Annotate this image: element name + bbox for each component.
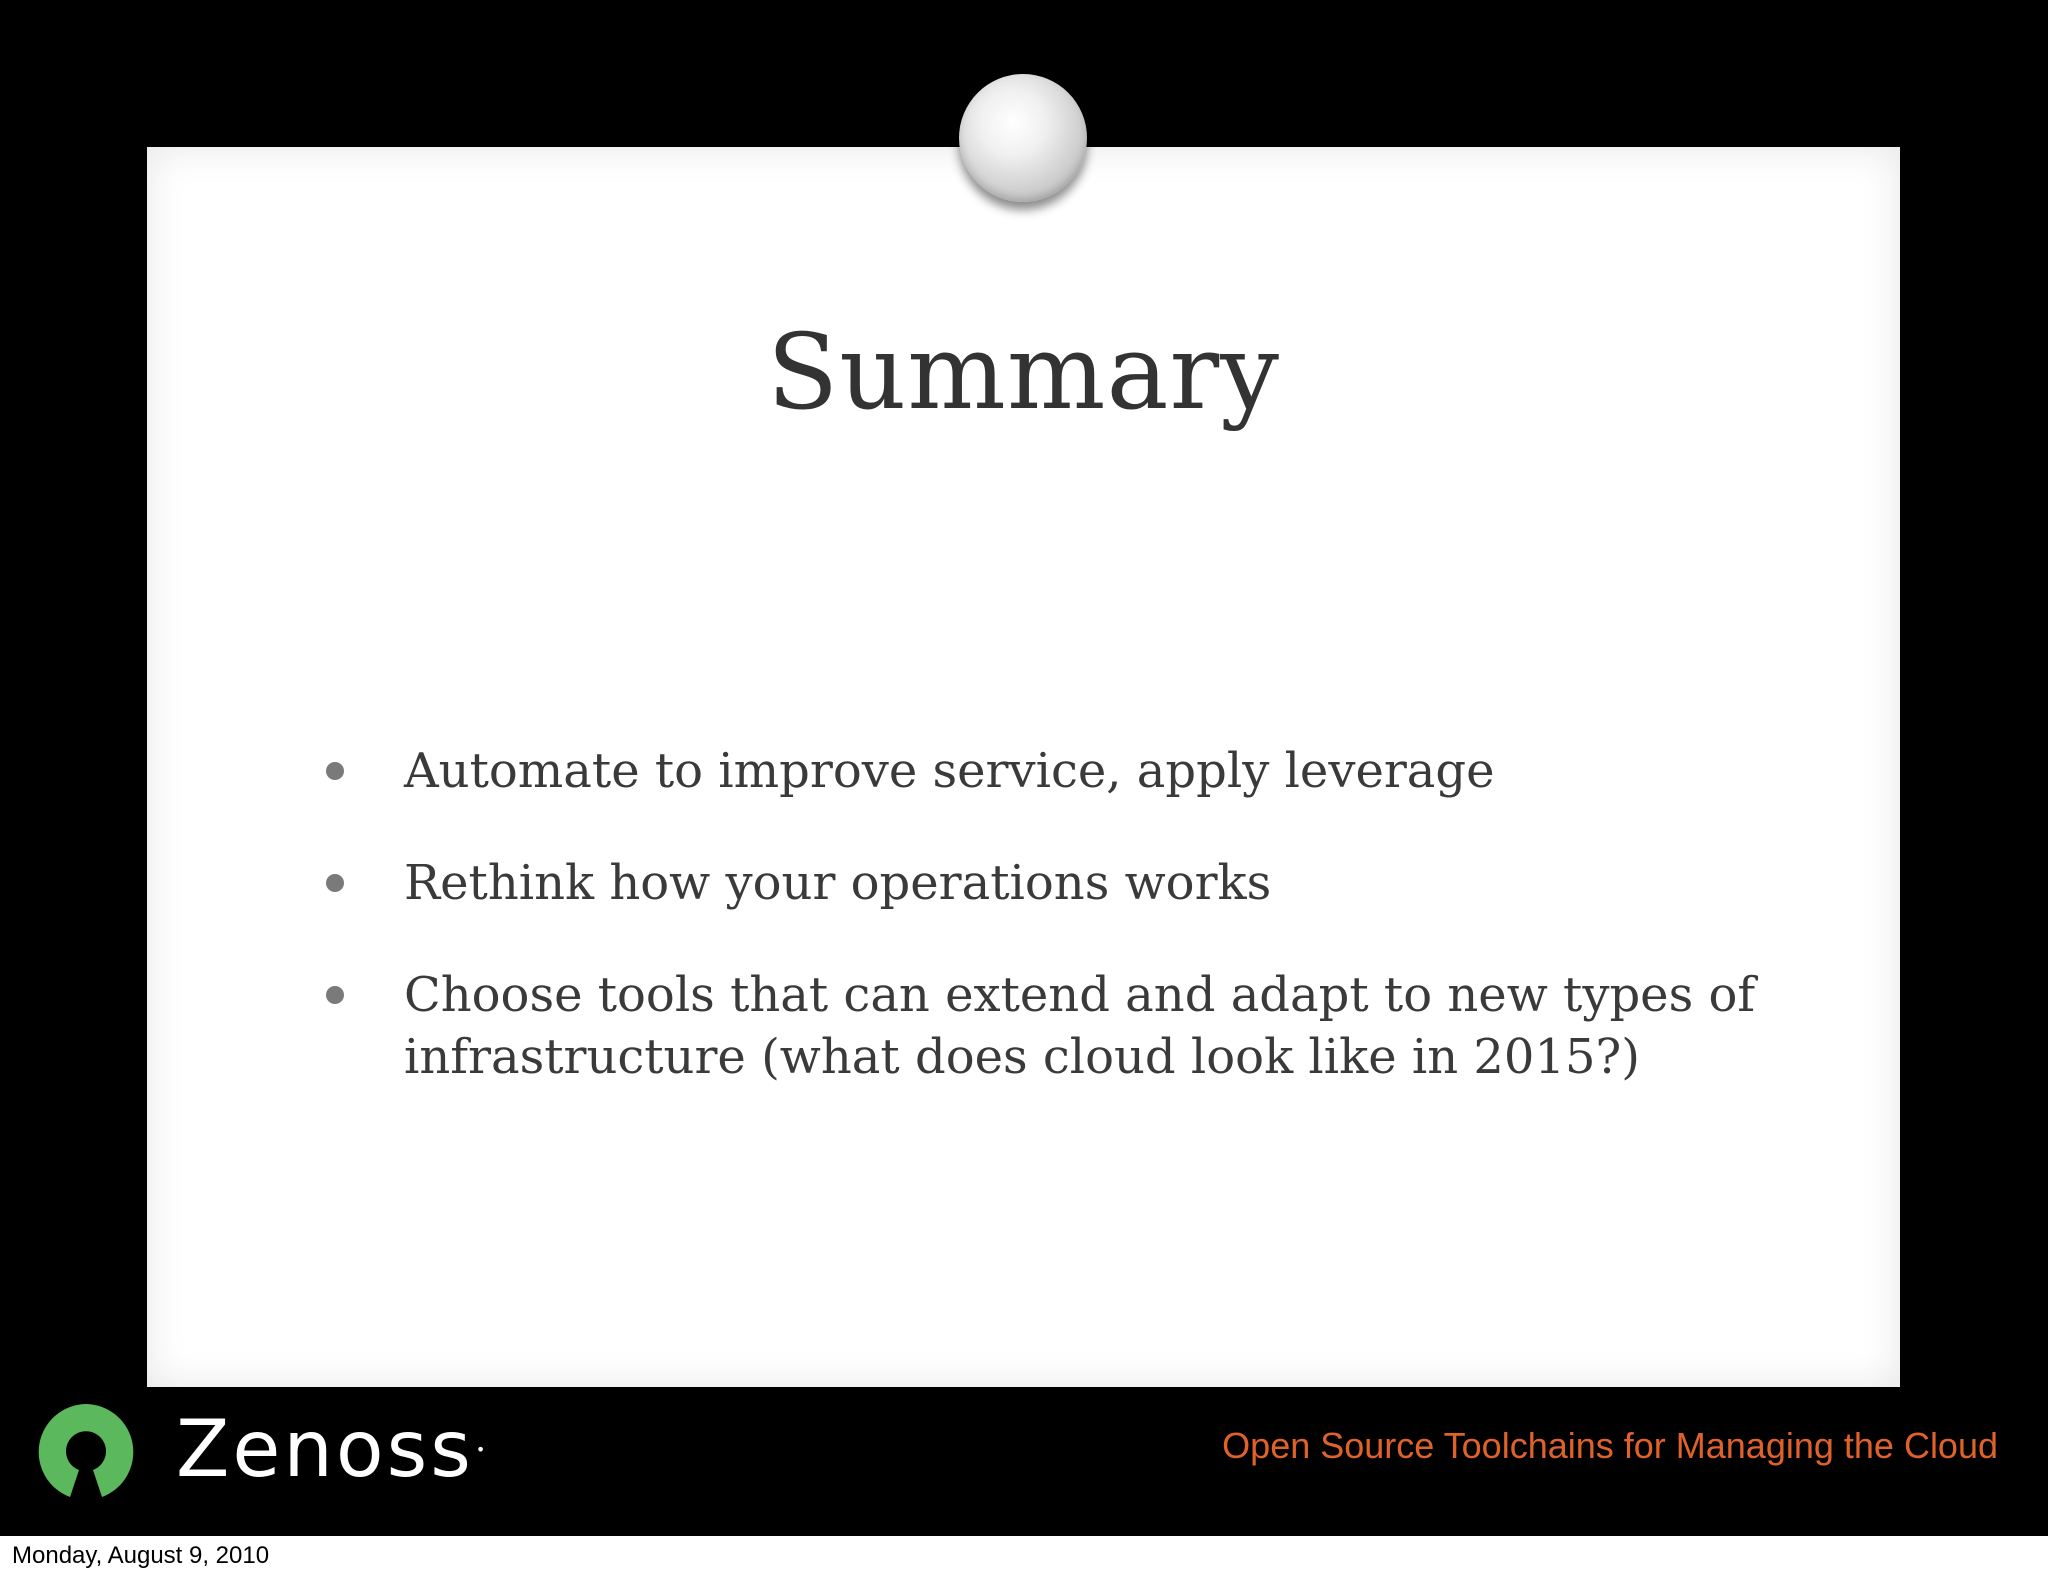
bullet-icon bbox=[326, 762, 344, 780]
bullet-icon bbox=[326, 986, 344, 1004]
open-source-keyhole-icon bbox=[34, 1400, 138, 1504]
bullet-item bbox=[318, 852, 1818, 914]
bullet-item bbox=[318, 740, 1818, 802]
page-date: Monday, August 9, 2010 bbox=[12, 1542, 270, 1569]
pushpin-icon bbox=[959, 74, 1087, 202]
tagline: Open Source Toolchains for Managing the Cloud bbox=[1222, 1425, 1998, 1466]
bullet-text: Automate to improve service, apply leverage bbox=[404, 743, 1495, 799]
bullet-text: Choose tools that can extend and adapt to new types of infrastructure (what does cloud look like in 2015?) bbox=[404, 967, 1756, 1085]
bullet-item bbox=[318, 964, 1818, 1088]
bullet-icon bbox=[326, 874, 344, 892]
brand-logo bbox=[176, 1405, 488, 1495]
registered-mark: • bbox=[475, 1440, 489, 1459]
bullet-text: Rethink how your operations works bbox=[404, 855, 1272, 911]
bullet-list bbox=[318, 740, 1818, 1138]
slide-title: Summary bbox=[767, 311, 1280, 433]
brand-name: Zenoss bbox=[176, 1405, 474, 1495]
